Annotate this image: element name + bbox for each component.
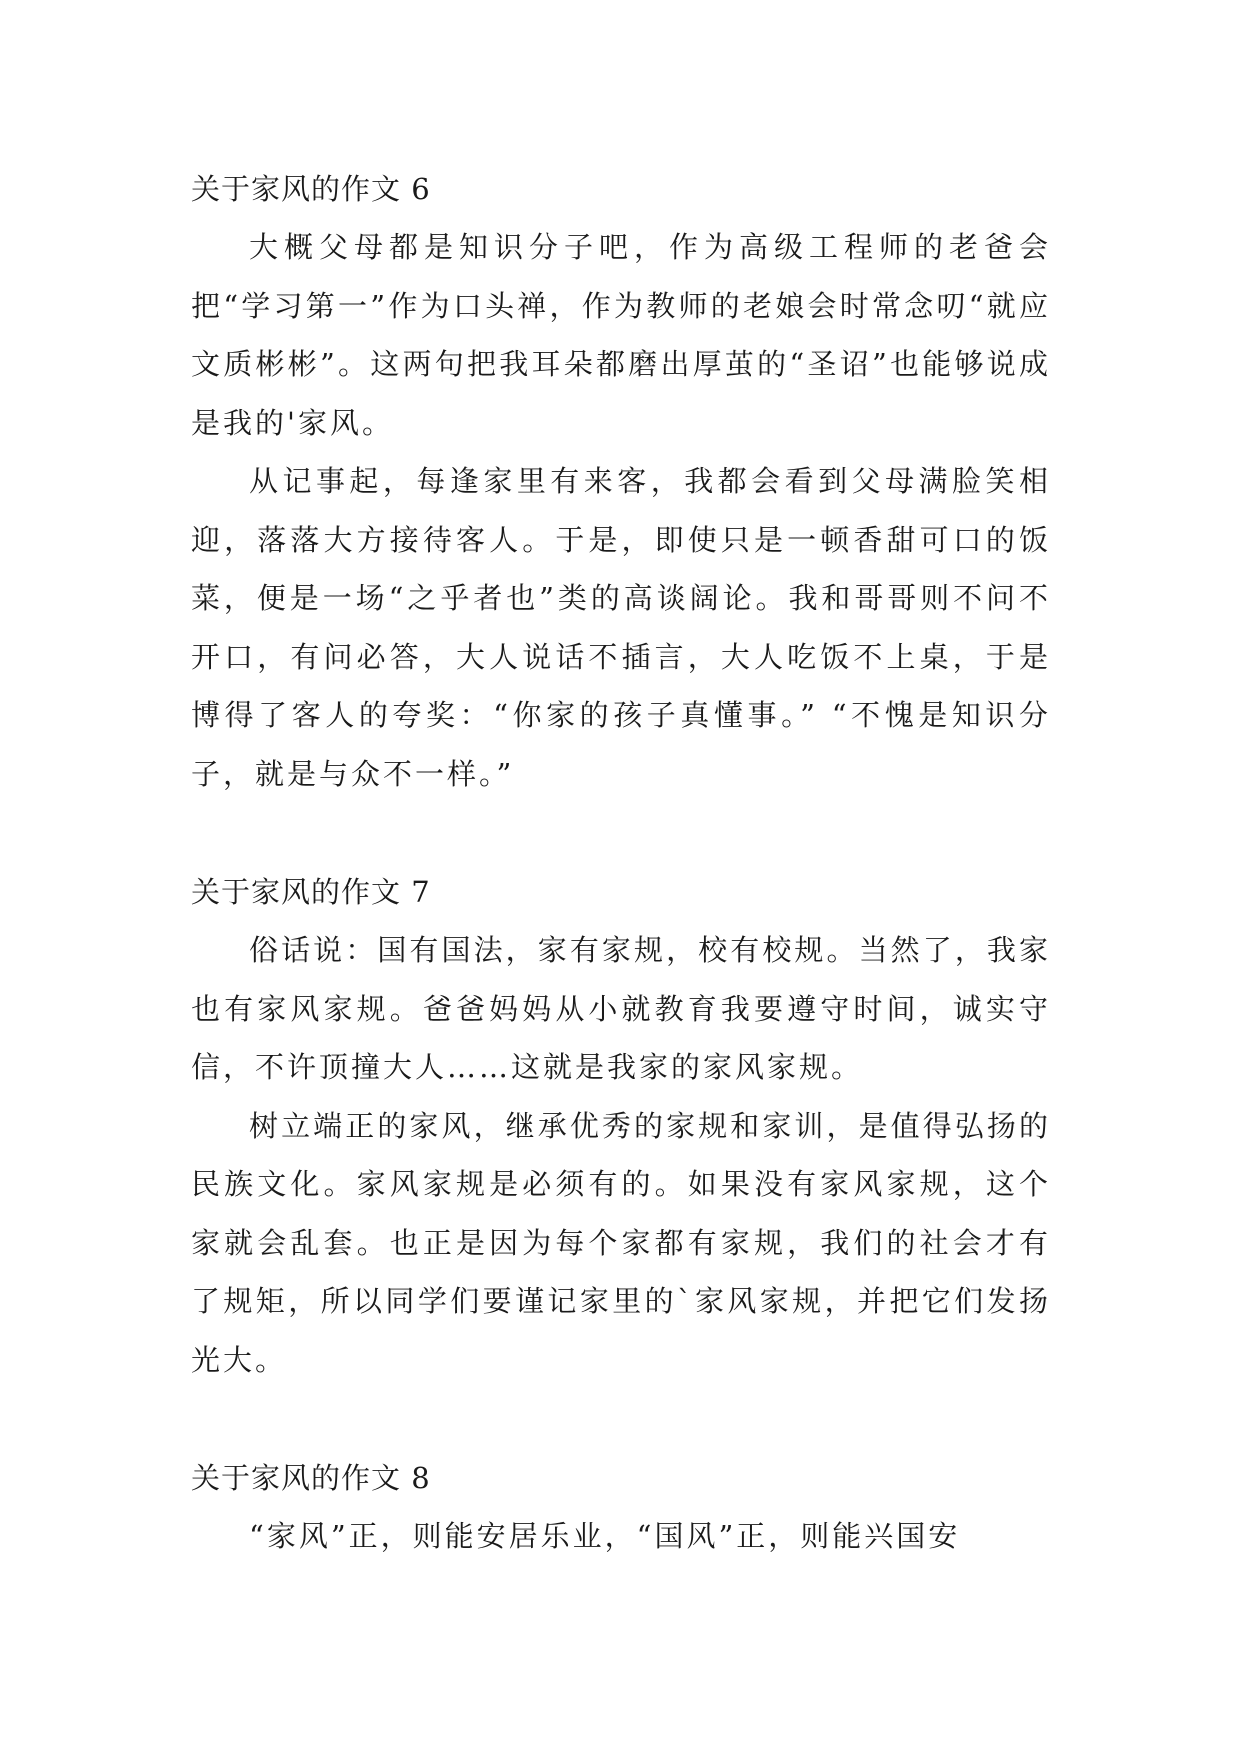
essay-section-8	[191, 1449, 1051, 1566]
document-page	[191, 160, 1051, 1566]
section-title: 关于家风的作文 8	[191, 1461, 431, 1495]
paragraph: 从记事起，每逢家里有来客，我都会看到父母满脸笑相迎，落落大方接待客人。于是，即使只是一顿香甜可口的饭菜，便是一场“之乎者也”类的高谈阔论。我和哥哥则不问不开口，有问必答，大人说话不插言，大人吃饭不上桌，于是博得了客人的夸奖：“你家的孩子真懂事。” “不愧是知识分子，就是与众不一样。”	[191, 464, 1051, 791]
paragraph: 大概父母都是知识分子吧，作为高级工程师的老爸会把“学习第一”作为口头禅，作为教师的老娘会时常念叨“就应文质彬彬”。这两句把我耳朵都磨出厚茧的“圣诏”也能够说成是我的'家风。	[191, 230, 1051, 440]
essay-section-6	[191, 160, 1051, 803]
paragraph: 俗话说：国有国法，家有家规，校有校规。当然了，我家也有家风家规。爸爸妈妈从小就教育我要遵守时间，诚实守信，不许顶撞大人……这就是我家的家风家规。	[191, 933, 1051, 1084]
paragraph: “家风”正，则能安居乐业，“国风”正，则能兴国安	[249, 1519, 961, 1553]
essay-section-7	[191, 863, 1051, 1389]
section-title: 关于家风的作文 6	[191, 172, 431, 206]
paragraph: 树立端正的家风，继承优秀的家规和家训，是值得弘扬的民族文化。家风家规是必须有的。如果没有家风家规，这个家就会乱套。也正是因为每个家都有家规，我们的社会才有了规矩，所以同学们要谨记家里的`家风家规，并把它们发扬光大。	[191, 1108, 1051, 1377]
section-title: 关于家风的作文 7	[191, 875, 431, 909]
